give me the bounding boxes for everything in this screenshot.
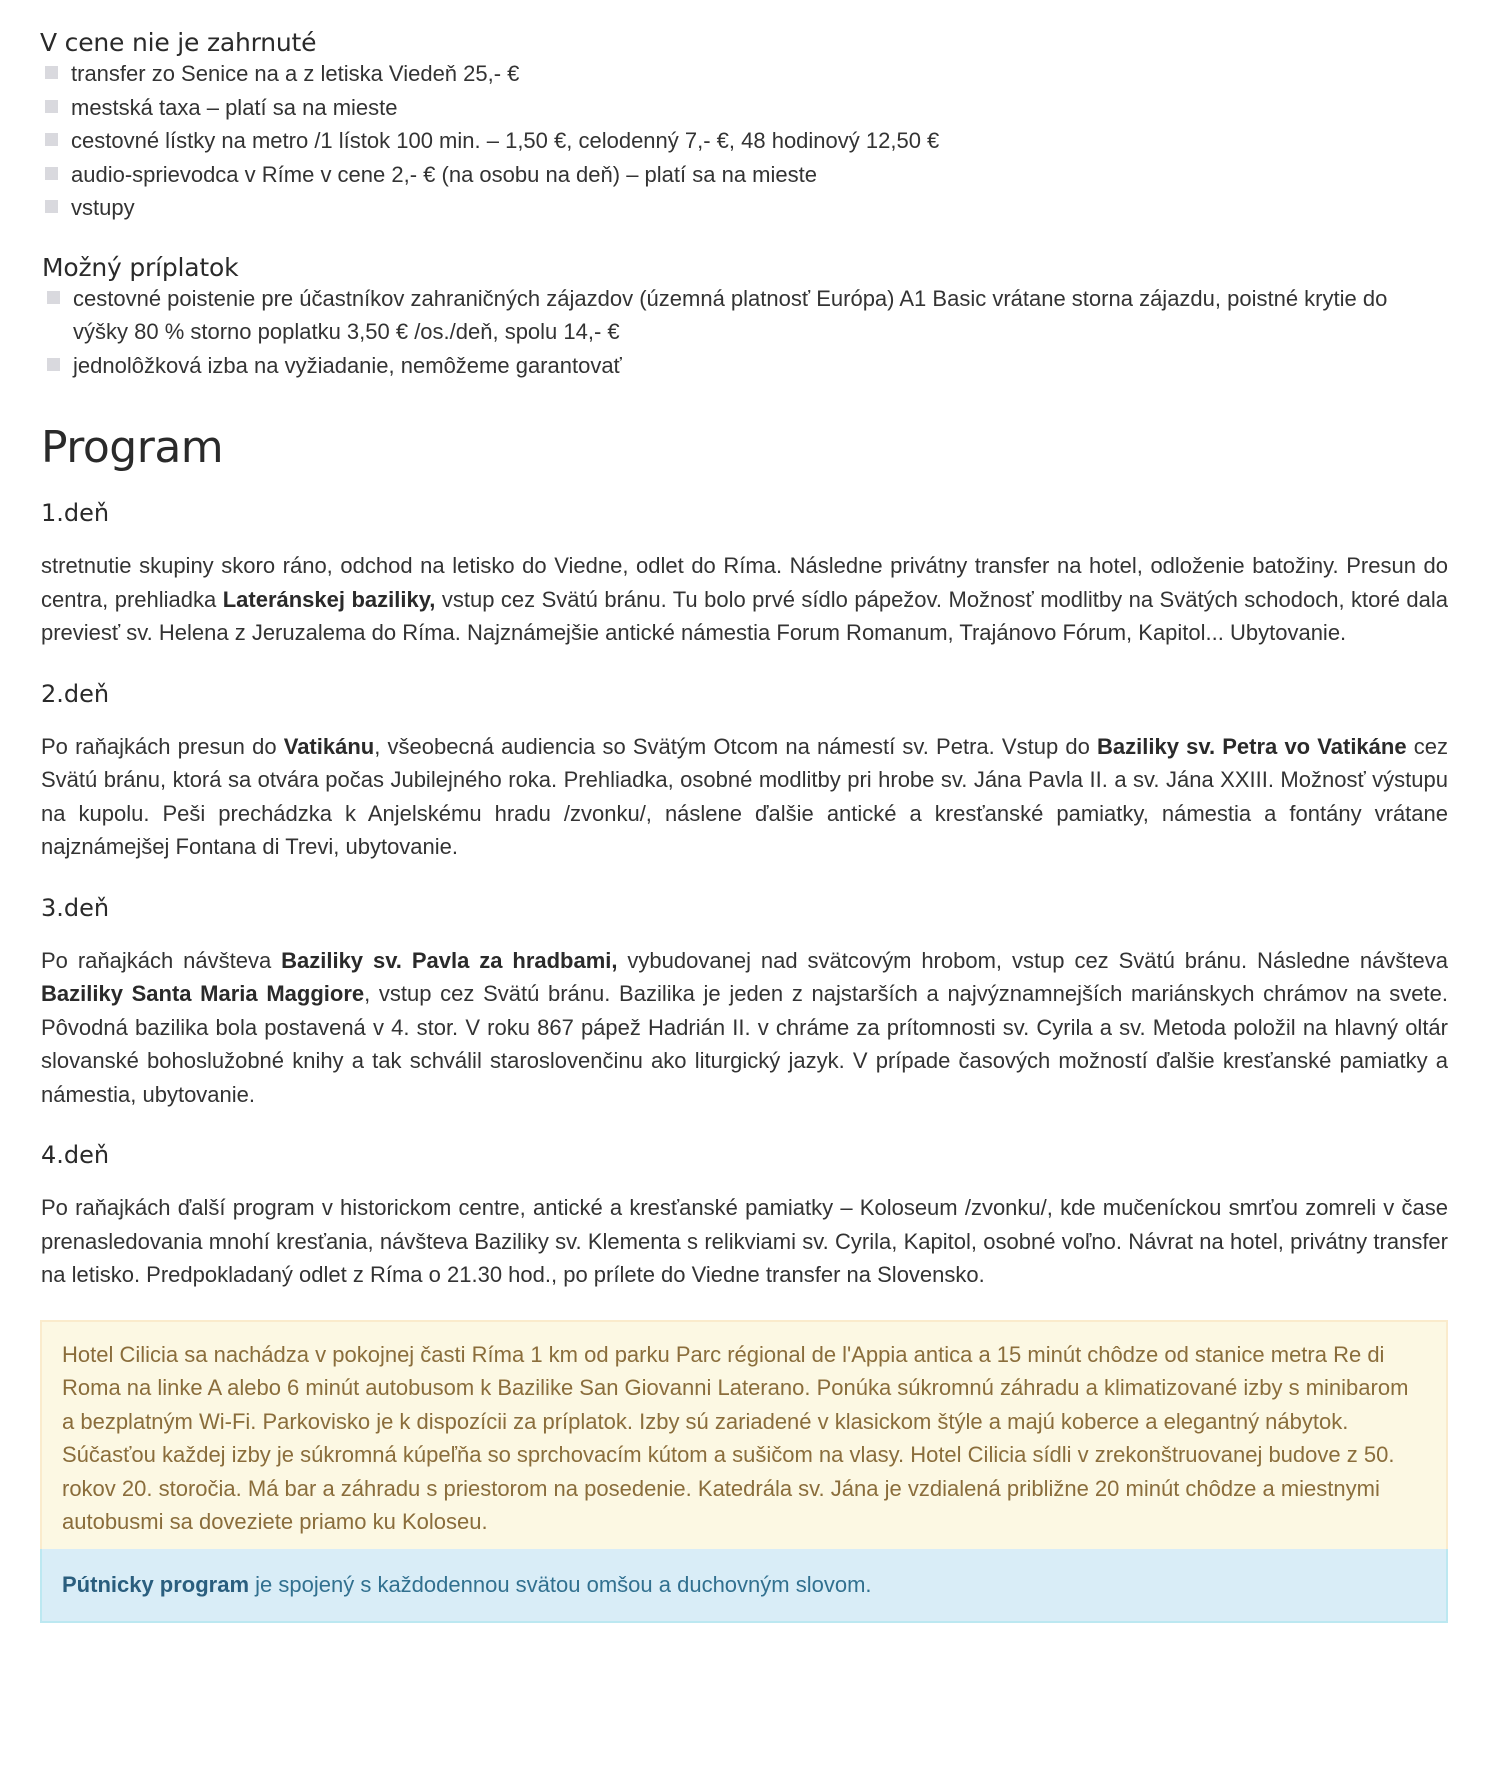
list-item: transfer zo Senice na a z letiska Viedeň 25,- € [40, 57, 1448, 91]
list-item: mestská taxa – platí sa na mieste [40, 91, 1448, 125]
day-description: Po raňajkách ďalší program v historickom centre, antické a kresťanské pamiatky – Koloseum /zvonku/, kde mučeníckou smrťou zomreli v čase prenasledovania mnohí kresťania, návšteva Baziliky sv. Klementa s relikviami sv. Cyrila, Kapitol, osobné voľno. Návrat na hotel, privátny transfer na letisko. Predpokladaný odlet z Ríma o 21.30 hod., po prílete do Viedne transfer na Slovensko. [41, 1195, 1448, 1287]
square-bullet-icon [45, 133, 58, 146]
hotel-info-box [40, 1320, 1448, 1549]
list-item: jednolôžková izba na vyžiadanie, nemôžeme garantovať [42, 349, 1448, 383]
square-bullet-icon [45, 100, 58, 113]
program-section [40, 422, 1448, 1292]
supplement-list [40, 282, 1448, 383]
day-title: 1.deň [41, 499, 110, 527]
day-description: Po raňajkách presun do Vatikánu, všeobecná audiencia so Svätým Otcom na námestí sv. Petra. Vstup do Baziliky sv. Petra vo Vatikáne cez Svätú bránu, ktorá sa otvára počas Jubilejného roka. Prehliadka, osobné modlitby pri hrobe sv. Jána Pavla II. a sv. Jána XXIII. Možnosť výstupu na kupolu. Peši prechádzka k Anjelskému hradu /zvonku/, náslene ďalšie antické a kresťanské pamiatky, námestia a fontány vrátane najznámejšej Fontana di Trevi, ubytovanie. [41, 733, 1448, 859]
day-description: Po raňajkách návšteva Baziliky sv. Pavla za hradbami, vybudovanej nad svätcovým hrobom, vstup cez Svätú bránu. Následne návšteva Baziliky Santa Maria Maggiore, vstup cez Svätú bránu. Bazilika je jeden z najstarších a najvýznamnejších mariánskych chrámov na svete. Pôvodná bazilika bola postavená v 4. stor. V roku 867 pápež Hadrián II. v chráme za prítomnosti sv. Cyrila a sv. Metoda položil na hlavný oltár slovanské bohoslužobné knihy a tak schválil staroslovenčinu ako liturgický jazyk. V prípade časových možností ďalšie kresťanské pamiatky a námestia, ubytovanie. [41, 947, 1449, 1107]
square-bullet-icon [45, 66, 58, 79]
highlight: Baziliky sv. Petra vo Vatikáne [1097, 733, 1407, 759]
highlight: Baziliky Santa Maria Maggiore [41, 981, 365, 1006]
not-included-list [40, 57, 1448, 225]
list-item: vstupy [40, 191, 1448, 225]
pilgrim-info-box [40, 1549, 1448, 1624]
supplement-heading: Možný príplatok [42, 252, 239, 282]
hotel-info-text: Hotel Cilicia sa nachádza v pokojnej časti Ríma 1 km od parku Parc régional de l'Appia antica a 15 minút chôdze od stanice metra Re di Roma na linke A alebo 6 minút autobusom k Bazilike San Giovanni Laterano. Ponúka súkromnú záhradu a klimatizované izby s minibarom a bezplatným Wi-Fi. Parkovisko je k dispozícii za príplatok. Izby sú zariadené v klasickom štýle a majú koberce a elegantný nábytok. Súčasťou každej izby je súkromná kúpeľňa so sprchovacím kútom a sušičom na vlasy. Hotel Cilicia sídli v zrekonštruovanej budove z 50. rokov 20. storočia. Má bar a záhradu s priestorom na posedenie. Katedrála sv. Jána je vzdialená približne 20 minút chôdze a miestnymi autobusmi sa doveziete priamo ku Koloseu. [62, 1341, 1409, 1534]
day-1 [40, 499, 1448, 650]
pilgrim-program-label: Pútnicky program [62, 1571, 250, 1597]
day-4 [40, 1141, 1448, 1292]
not-included-heading: V cene nie je zahrnuté [40, 28, 317, 57]
highlight: Vatikánu [283, 733, 375, 759]
highlight: Lateránskej baziliky, [222, 586, 436, 612]
square-bullet-icon [45, 167, 58, 180]
not-included-section [40, 0, 1448, 225]
square-bullet-icon [45, 200, 58, 213]
pilgrim-info-text: je spojený s každodennou svätou omšou a duchovným slovom. [249, 1571, 872, 1597]
day-description: stretnutie skupiny skoro ráno, odchod na letisko do Viedne, odlet do Ríma. Následne privátny transfer na hotel, odloženie batožiny. Presun do centra, prehliadka Lateránskej baziliky, vstup cez Svätú bránu. Tu bolo prvé sídlo pápežov. Možnosť modlitby na Svätých schodoch, ktoré dala previesť sv. Helena z Jeruzalema do Ríma. Najznámejšie antické námestia Forum Romanum, Trajánovo Fórum, Kapitol... Ubytovanie. [41, 553, 1448, 645]
square-bullet-icon [47, 291, 60, 304]
program-title: Program [41, 422, 224, 473]
supplement-section [40, 253, 1448, 383]
square-bullet-icon [47, 358, 60, 371]
day-title: 2.deň [41, 679, 110, 708]
day-title: 3.deň [41, 893, 110, 922]
day-title: 4.deň [41, 1141, 110, 1169]
day-2 [40, 680, 1448, 864]
highlight: Baziliky sv. Pavla za hradbami, [281, 947, 618, 973]
list-item: audio-sprievodca v Ríme v cene 2,- € (na osobu na deň) – platí sa na mieste [40, 158, 1448, 192]
list-item: cestovné lístky na metro /1 lístok 100 min. – 1,50 €, celodenný 7,- €, 48 hodinový 12,50 € [40, 124, 1448, 158]
list-item: cestovné poistenie pre účastníkov zahraničných zájazdov (územná platnosť Európa) A1 Basic vrátane storna zájazdu, poistné krytie do výšky 80 % storno poplatku 3,50 € /os./deň, spolu 14,- € [42, 282, 1448, 349]
day-3 [40, 894, 1448, 1112]
